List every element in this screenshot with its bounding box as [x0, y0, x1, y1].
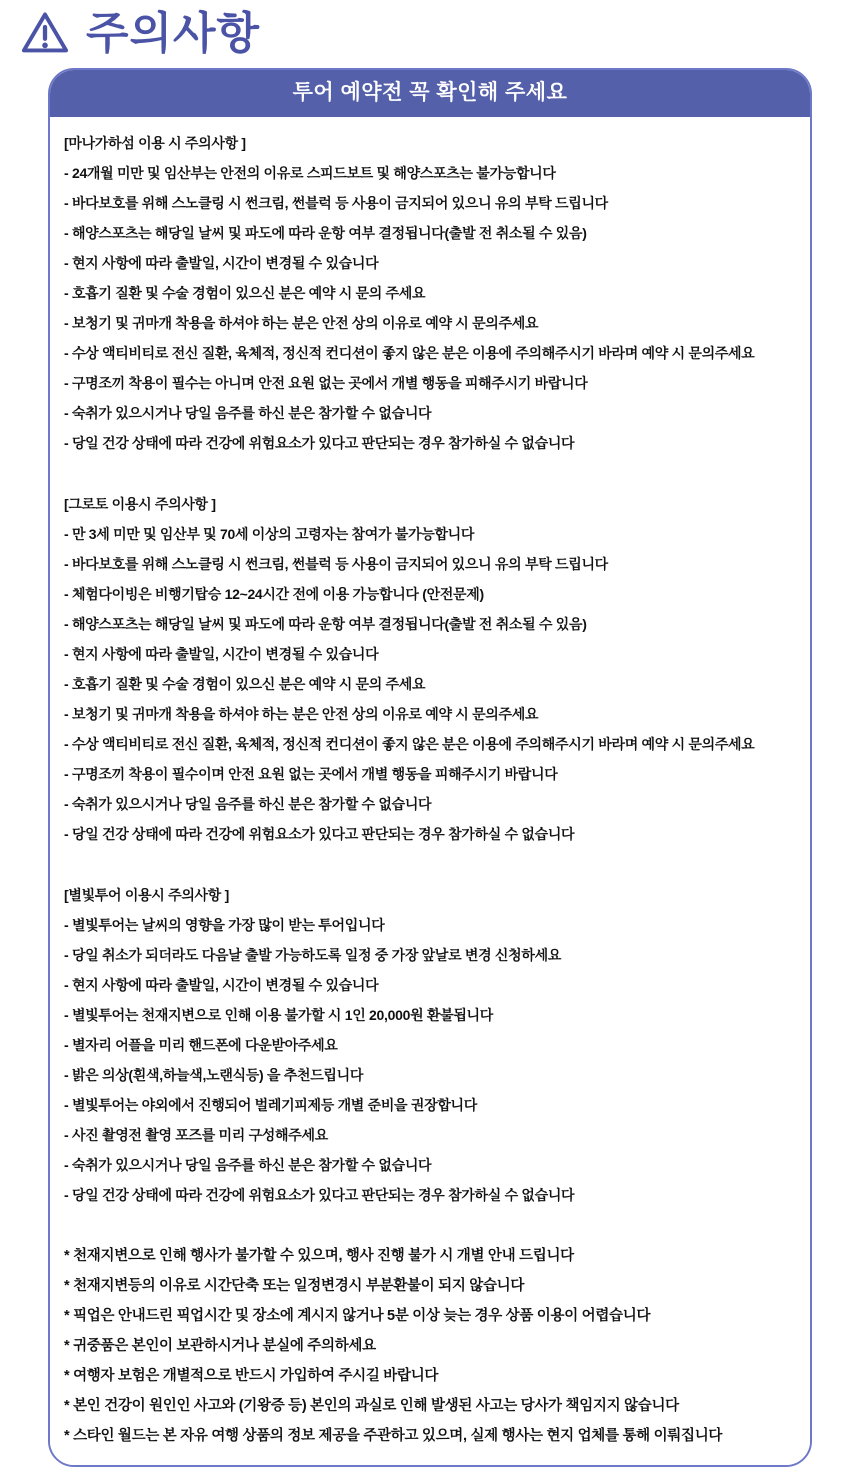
notice-item: - 별빛투어는 날씨의 영향을 가장 많이 받는 투어입니다: [64, 917, 385, 933]
notice-item: - 현지 사항에 따라 출발일, 시간이 변경될 수 있습니다: [64, 255, 379, 271]
notice-item: - 밝은 의상(흰색,하늘색,노랜식등) 을 추천드립니다: [64, 1067, 364, 1083]
notice-item: - 숙취가 있으시거나 당일 음주를 하신 분은 참가할 수 없습니다: [64, 796, 432, 812]
footnote-item: * 픽업은 안내드린 픽업시간 및 장소에 계시지 않거나 5분 이상 늦는 경우 상품 이용이 어렵습니다: [64, 1308, 651, 1324]
footnote-item: * 스타인 월드는 본 자유 여행 상품의 정보 제공을 주관하고 있으며, 실제 행사는 현지 업체를 통해 이뤄집니다: [64, 1428, 723, 1444]
footnote-item: * 천재지변으로 인해 행사가 불가할 수 있으며, 행사 진행 불가 시 개별 안내 드립니다: [64, 1248, 574, 1264]
notice-item: - 당일 건강 상태에 따라 건강에 위험요소가 있다고 판단되는 경우 참가하실 수 없습니다: [64, 826, 575, 842]
footnote-item: * 천재지변등의 이유로 시간단축 또는 일정변경시 부분환불이 되지 않습니다: [64, 1278, 525, 1294]
footnote-item: * 여행자 보험은 개별적으로 반드시 가입하여 주시길 바랍니다: [64, 1368, 439, 1384]
notice-item: - 체험다이빙은 비행기탑승 12~24시간 전에 이용 가능합니다 (안전문제): [64, 586, 484, 602]
notice-section: [64, 489, 806, 849]
notice-item: - 수상 액티비티로 전신 질환, 육체적, 정신적 컨디션이 좋지 않은 분은 이용에 주의해주시기 바라며 예약 시 문의주세요: [64, 736, 755, 752]
notice-item: - 당일 건강 상태에 따라 건강에 위험요소가 있다고 판단되는 경우 참가하실 수 없습니다: [64, 435, 575, 451]
notice-section: [64, 128, 806, 458]
notice-body: [50, 117, 810, 1465]
notice-item: - 현지 사항에 따라 출발일, 시간이 변경될 수 있습니다: [64, 977, 379, 993]
notice-item: - 당일 취소가 되더라도 다음날 출발 가능하도록 일정 중 가장 앞날로 변경 신청하세요: [64, 947, 562, 963]
notice-item: - 별빛투어는 천재지변으로 인해 이용 불가할 시 1인 20,000원 환불됩니다: [64, 1007, 493, 1023]
notice-item: - 해양스포츠는 해당일 날씨 및 파도에 따라 운항 여부 결정됩니다(출발 전 취소될 수 있음): [64, 616, 587, 632]
footnotes-section: [64, 1241, 806, 1451]
notice-item: - 바다보호를 위해 스노클링 시 썬크림, 썬블럭 등 사용이 금지되어 있으니 유의 부탁 드립니다: [64, 556, 608, 572]
warning-triangle-icon: [20, 9, 70, 59]
notice-item: - 만 3세 미만 및 임산부 및 70세 이상의 고령자는 참여가 불가능합니다: [64, 526, 475, 542]
page-title: 주의사항: [86, 9, 261, 58]
page-header: [0, 0, 860, 60]
notice-item: - 숙취가 있으시거나 당일 음주를 하신 분은 참가할 수 없습니다: [64, 1157, 432, 1173]
notice-item: - 별자리 어플을 미리 핸드폰에 다운받아주세요: [64, 1037, 338, 1053]
notice-item: - 바다보호를 위해 스노클링 시 썬크림, 썬블럭 등 사용이 금지되어 있으니 유의 부탁 드립니다: [64, 195, 608, 211]
notice-item: - 당일 건강 상태에 따라 건강에 위험요소가 있다고 판단되는 경우 참가하실 수 없습니다: [64, 1187, 575, 1203]
notice-item: - 호흡기 질환 및 수술 경험이 있으신 분은 예약 시 문의 주세요: [64, 676, 426, 692]
section-title: [별빛투어 이용시 주의사항 ]: [64, 887, 229, 903]
notice-item: - 해양스포츠는 해당일 날씨 및 파도에 따라 운항 여부 결정됩니다(출발 전 취소될 수 있음): [64, 225, 587, 241]
section-title: [마나가하섬 이용 시 주의사항 ]: [64, 135, 246, 151]
notice-section: [64, 880, 806, 1210]
notice-box: [48, 68, 812, 1467]
notice-item: - 호흡기 질환 및 수술 경험이 있으신 분은 예약 시 문의 주세요: [64, 285, 426, 301]
notice-item: - 사진 촬영전 촬영 포즈를 미리 구성해주세요: [64, 1127, 328, 1143]
notice-item: - 현지 사항에 따라 출발일, 시간이 변경될 수 있습니다: [64, 646, 379, 662]
section-title: [그로토 이용시 주의사항 ]: [64, 496, 216, 512]
notice-item: - 구명조끼 착용이 필수이며 안전 요원 없는 곳에서 개별 행동을 피해주시기 바랍니다: [64, 766, 558, 782]
notice-item: - 보청기 및 귀마개 착용을 하셔야 하는 분은 안전 상의 이유로 예약 시 문의주세요: [64, 315, 539, 331]
notice-item: - 숙취가 있으시거나 당일 음주를 하신 분은 참가할 수 없습니다: [64, 405, 432, 421]
notice-item: - 보청기 및 귀마개 착용을 하셔야 하는 분은 안전 상의 이유로 예약 시 문의주세요: [64, 706, 539, 722]
footnote-item: * 귀중품은 본인이 보관하시거나 분실에 주의하세요: [64, 1338, 376, 1354]
notice-box-header: 투어 예약전 꼭 확인해 주세요: [49, 69, 811, 117]
notice-item: - 별빛투어는 야외에서 진행되어 벌레기피제등 개별 준비을 권장합니다: [64, 1097, 477, 1113]
notice-item: - 구명조끼 착용이 필수는 아니며 안전 요원 없는 곳에서 개별 행동을 피해주시기 바랍니다: [64, 375, 588, 391]
footnote-item: * 본인 건강이 원인인 사고와 (기왕증 등) 본인의 과실로 인해 발생된 사고는 당사가 책임지지 않습니다: [64, 1398, 679, 1414]
notice-item: - 수상 액티비티로 전신 질환, 육체적, 정신적 컨디션이 좋지 않은 분은 이용에 주의해주시기 바라며 예약 시 문의주세요: [64, 345, 755, 361]
notice-item: - 24개월 미만 및 임산부는 안전의 이유로 스피드보트 및 해양스포츠는 불가능합니다: [64, 165, 556, 181]
